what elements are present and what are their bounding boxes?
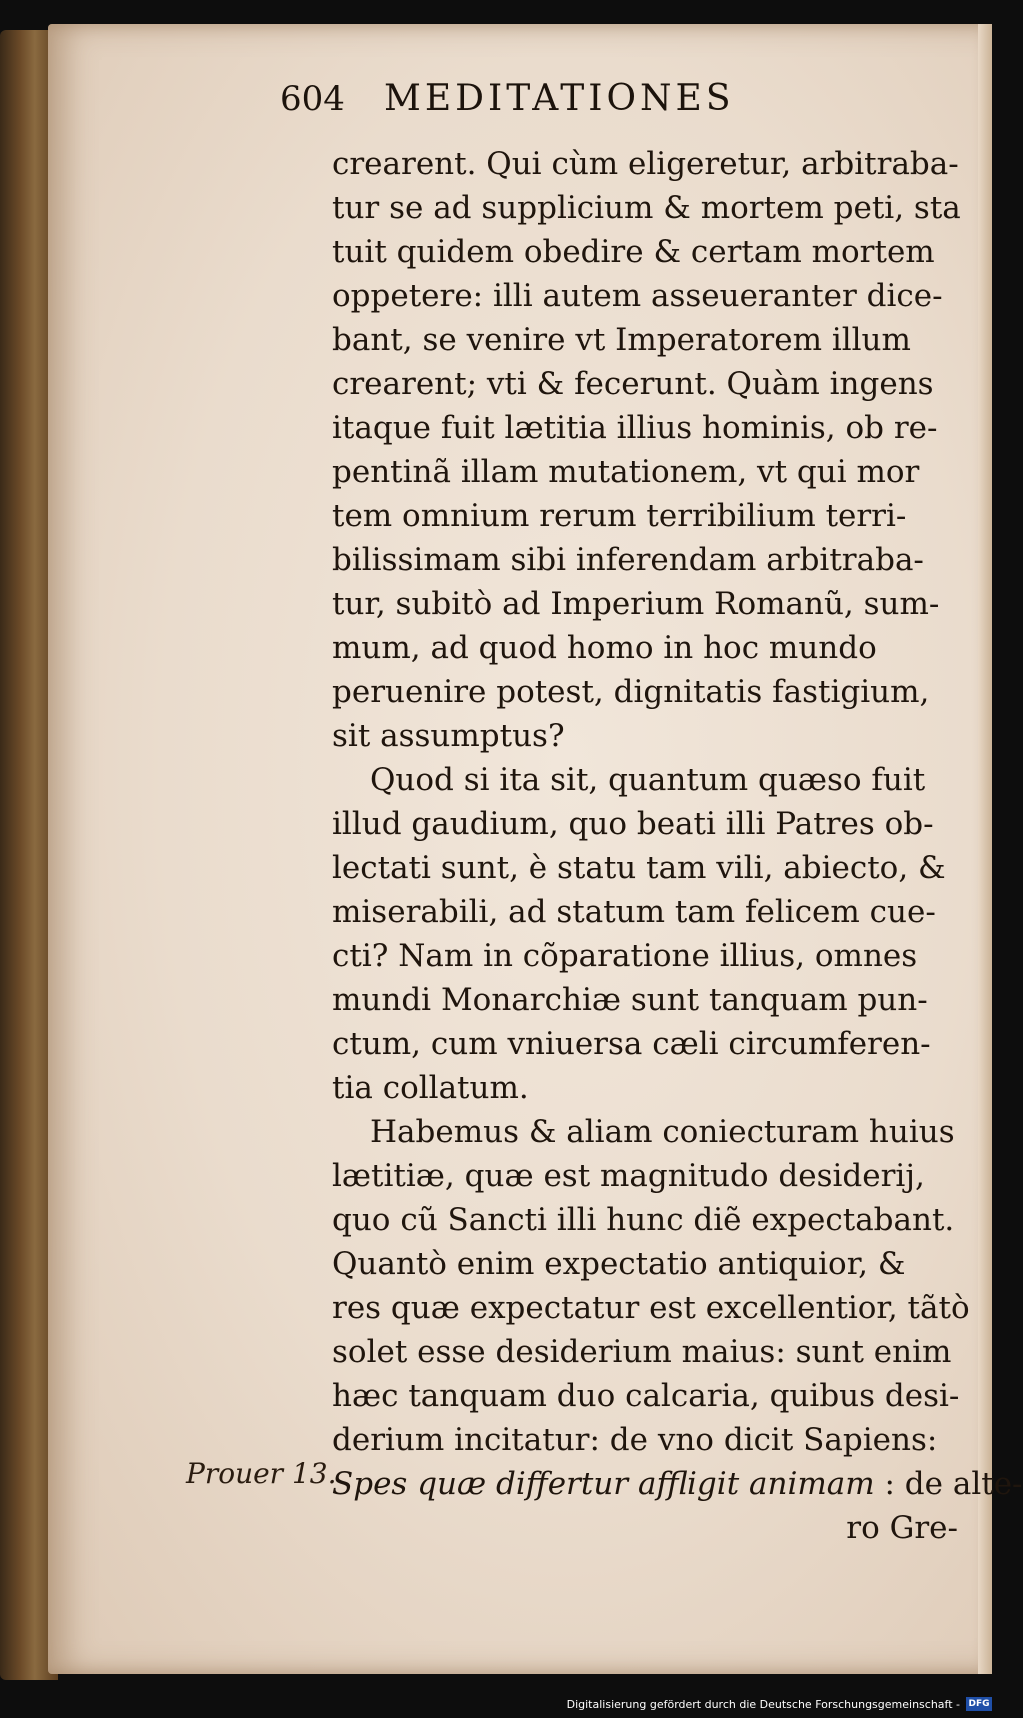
text-line: tia collatum. (332, 1070, 529, 1106)
text-line: solet esse desiderium maius: sunt enim (332, 1334, 952, 1370)
text-line: oppetere: illi autem asseueranter dice- (332, 278, 943, 314)
page-header (280, 78, 900, 119)
paragraph-start-line: Habemus & aliam coniecturam huius (370, 1114, 955, 1150)
text-line: derium incitatur: de vno dicit Sapiens: (332, 1422, 938, 1458)
dfg-logo-icon: DFG (966, 1697, 992, 1711)
text-line: bant, se venire vt Imperatorem illum (332, 322, 911, 358)
text-line: crearent; vti & fecerunt. Quàm ingens (332, 366, 934, 402)
page-edge (978, 24, 992, 1674)
text-line: bilissimam sibi inferendam arbitraba- (332, 542, 924, 578)
text-line: tem omnium rerum terribilium terri- (332, 498, 907, 534)
marginal-note: Prouer 13. (186, 1457, 337, 1490)
body-text (332, 142, 1023, 1550)
paragraph-start-line: Quod si ita sit, quantum quæso fuit (370, 762, 926, 798)
text-line: lætitiæ, quæ est magnitudo desiderij, (332, 1158, 925, 1194)
text-line: mundi Monarchiæ sunt tanquam pun- (332, 982, 928, 1018)
text-line: quo cũ Sancti illi hunc diẽ expectabant. (332, 1202, 955, 1238)
text-line: miserabili, ad statum tam felicem cue- (332, 894, 936, 930)
text-line: tur se ad supplicium & mortem peti, sta (332, 190, 961, 226)
scripture-quote: Spes quæ differtur affligit animam (332, 1466, 875, 1502)
text-line: tur, subitò ad Imperium Romanũ, sum- (332, 586, 940, 622)
catchword-line: ro Gre- (846, 1510, 958, 1546)
text-line: crearent. Qui cùm eligeretur, arbitraba- (332, 146, 959, 182)
quote-line-rest: : de alte- (884, 1466, 1023, 1502)
text-line: peruenire potest, dignitatis fastigium, (332, 674, 930, 710)
text-line: cti? Nam in cõparatione illius, omnes (332, 938, 918, 974)
text-line: pentinã illam mutationem, vt qui mor (332, 454, 920, 490)
page-number: 604 (280, 79, 345, 119)
running-title: MEDITATIONES (384, 78, 735, 119)
quote-line (332, 1462, 1023, 1506)
text-line: hæc tanquam duo calcaria, quibus desi- (332, 1378, 960, 1414)
text-line: ctum, cum vniuersa cæli circumferen- (332, 1026, 931, 1062)
text-line: res quæ expectatur est excellentior, tãtò (332, 1290, 970, 1326)
footer-credit: Digitalisierung gefördert durch die Deutsche Forschungsgemeinschaft - (566, 1698, 960, 1711)
text-line: mum, ad quod homo in hoc mundo (332, 630, 877, 666)
text-line: Quantò enim expectatio antiquior, & (332, 1246, 906, 1282)
text-line: lectati sunt, è statu tam vili, abiecto, & (332, 850, 946, 886)
text-line: sit assumptus? (332, 718, 565, 754)
text-line: tuit quidem obedire & certam mortem (332, 234, 935, 270)
text-line: itaque fuit lætitia illius hominis, ob re- (332, 410, 938, 446)
text-line: illud gaudium, quo beati illi Patres ob- (332, 806, 934, 842)
